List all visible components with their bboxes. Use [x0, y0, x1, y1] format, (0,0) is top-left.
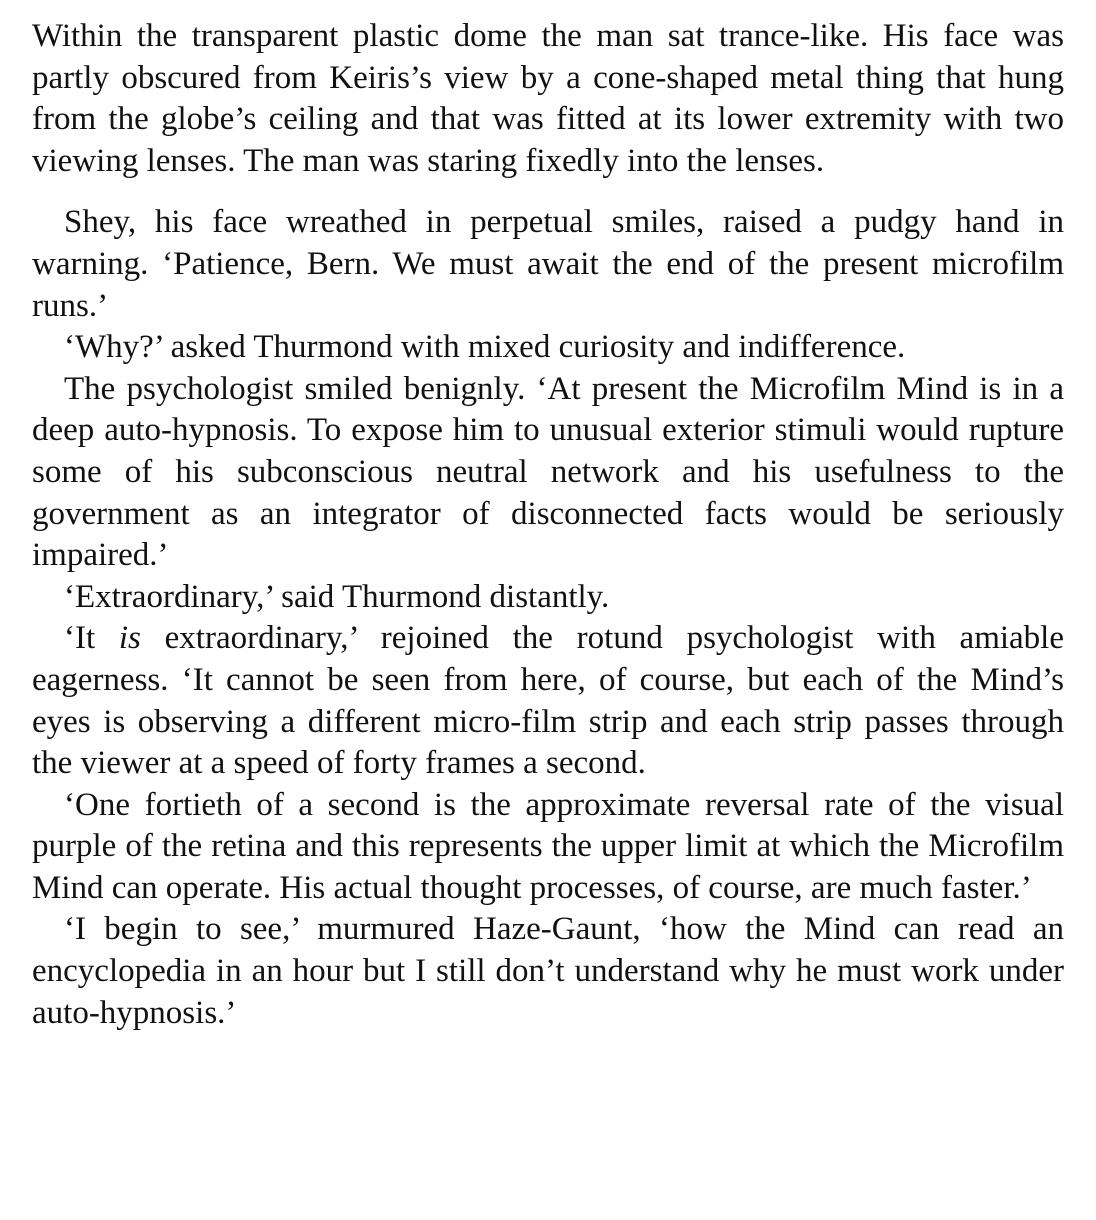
paragraph-shey-warning: Shey, his face wreathed in perpetual smiles, raised a pudgy hand in warning. ‘Patience, Bern. We must await the end of the present microfilm runs.’	[32, 204, 1064, 324]
paragraph-rejoined	[32, 618, 1064, 784]
paragraph-one-fortieth: ‘One fortieth of a second is the approximate reversal rate of the visual purple of the retina and this represents the upper limit at which the Microfilm Mind can operate. His actual thought processes, of course, are much faster.’	[32, 786, 1064, 906]
paragraph-thurmond-why: ‘Why?’ asked Thurmond with mixed curiosity and indifference.	[64, 329, 906, 366]
paragraph-rejoined-after: extraordinary,’ rejoined the rotund psychologist with amiable eagerness. ‘It cannot be seen from here, of course, but each of the Mind’s eyes is observing a different micro-film strip and each strip passes through the viewer at a speed of forty frames a second.	[32, 620, 1064, 782]
paragraph-dome-description: Within the transparent plastic dome the man sat trance-like. His face was partly obscured from Keiris’s view by a cone-shaped metal thing that hung from the globe’s ceiling and that was fitted at its lower extremity with two viewing lenses. The man was staring fixedly into the lenses.	[32, 18, 1064, 179]
paragraph-psychologist-explains: The psychologist smiled benignly. ‘At present the Microfilm Mind is in a deep auto-hypnosis. To expose him to unusual exterior stimuli would rupture some of his subconscious neutral network and his usefulness to the government as an integrator of disconnected facts would be seriously impaired.’	[32, 370, 1064, 574]
book-page	[32, 16, 1064, 1034]
paragraph-rejoined-emphasis: is	[118, 620, 141, 657]
paragraph-haze-gaunt: ‘I begin to see,’ murmured Haze-Gaunt, ‘how the Mind can read an encyclopedia in an hour but I still don’t understand why he must work under auto-hypnosis.’	[32, 911, 1064, 1031]
paragraph-rejoined-before: ‘It	[64, 620, 119, 657]
paragraph-extraordinary: ‘Extraordinary,’ said Thurmond distantly.	[64, 578, 610, 615]
